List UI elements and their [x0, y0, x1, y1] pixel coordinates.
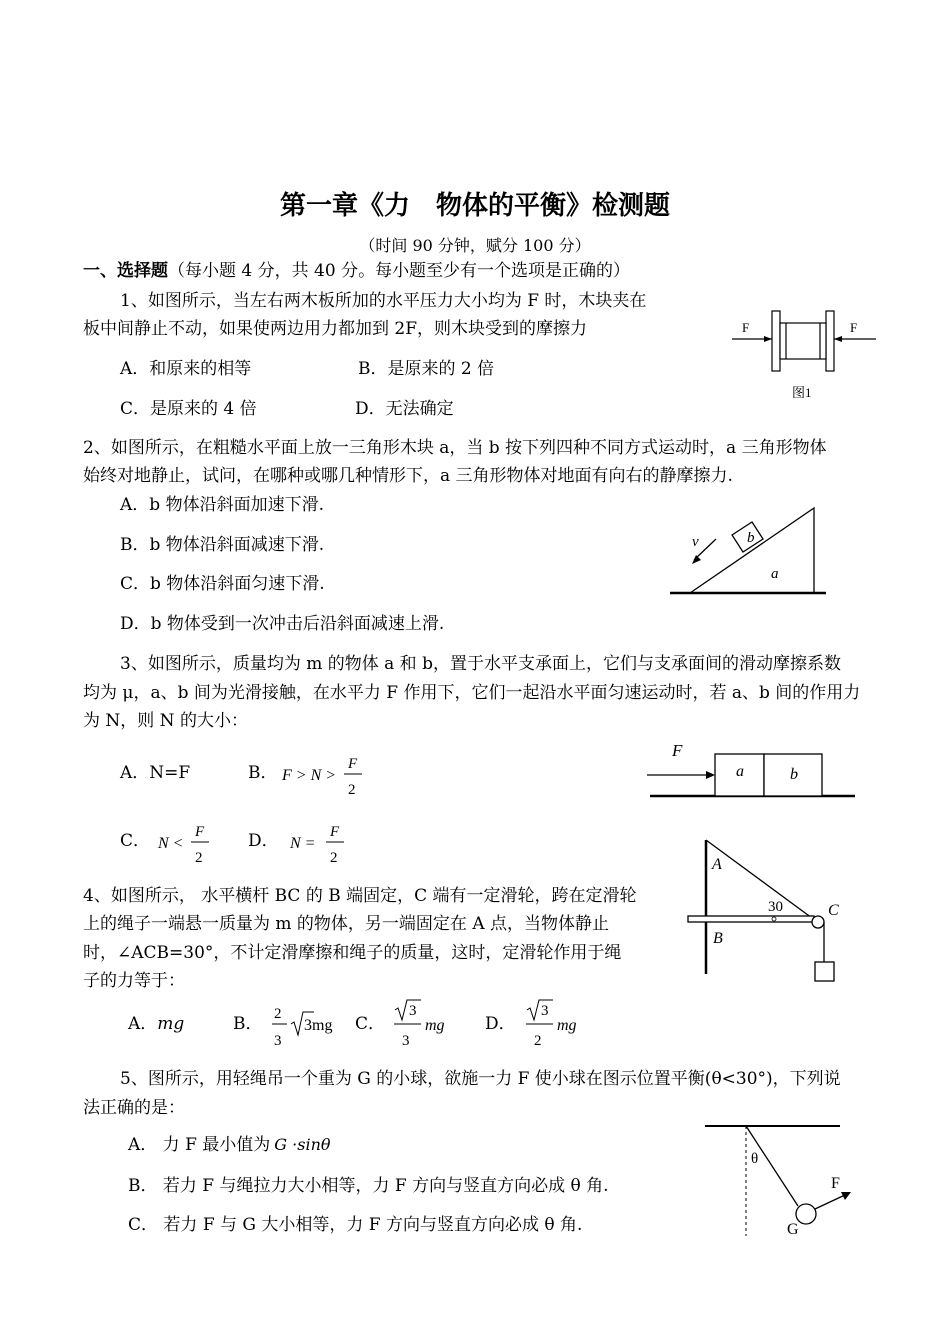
q4-stem-line3: 时，∠ACB=30°，不计定滑摩擦和绳子的质量，这时，定滑轮作用于绳: [83, 943, 622, 963]
q4-fig-angle: 30: [768, 899, 783, 915]
q2-fig-v: v: [692, 534, 699, 550]
weight: [815, 962, 834, 981]
q4-option-d-expr: [525, 998, 595, 1052]
q3-d-expr-text: N =: [290, 835, 316, 852]
q5-stem-line1: 5、图所示，用轻绳吊一个重为 G 的小球，欲施一力 F 使小球在图示位置平衡(θ<30°)，下列说: [120, 1069, 841, 1089]
q4-fig-a: A: [712, 856, 722, 873]
q4-stem-line4: 子的力等于：: [83, 971, 185, 991]
section-heading: [83, 260, 630, 282]
rope-ac: [706, 840, 812, 918]
q4-a-val: mg: [157, 1014, 185, 1034]
q4-b-rest: 3mg: [304, 1017, 333, 1034]
q4-d-num: 3: [541, 1003, 549, 1019]
q4-b-num: 2: [274, 1006, 282, 1022]
rod-bc: [688, 916, 814, 922]
q2-option-c: C．b 物体沿斜面匀速下滑.: [120, 574, 325, 594]
q1-fig-right-f: F: [850, 320, 858, 335]
q3-option-c-label: C．: [120, 831, 151, 851]
q3-option-c-expr: [158, 818, 218, 868]
q3-b-expr-text: F > N >: [282, 767, 337, 784]
q4-d-rest: mg: [557, 1017, 577, 1034]
section-head: 一、选择题: [83, 261, 168, 281]
q4-stem-line2: 上的绳子一端悬一质量为 m 的物体，另一端固定在 A 点，当物体静止: [83, 914, 610, 934]
page-title: 第一章《力 物体的平衡》检测题: [279, 191, 670, 221]
q4-a-label: A．: [128, 1014, 158, 1034]
q3-stem-line3: 为 N，则 N 的大小：: [83, 711, 248, 731]
q3-stem-line1: 3、如图所示，质量均为 m 的物体 a 和 b，置于水平支承面上，它们与支承面间的滑动摩擦系数: [120, 654, 841, 674]
q3-b-den: 2: [348, 782, 356, 798]
q5-figure: [700, 1118, 845, 1238]
q4-option-c-label: C．: [355, 1014, 386, 1034]
q3-figure: [645, 740, 860, 802]
q3-c-den: 2: [195, 850, 203, 866]
q4-option-b-expr: [270, 1000, 350, 1052]
q4-option-c-expr: [393, 998, 463, 1052]
q3-option-b-expr: [282, 750, 372, 800]
q5-option-b: B． 若力 F 与绳拉力大小相等，力 F 方向与竖直方向必成 θ 角.: [128, 1176, 609, 1196]
q1-option-b: B．是原来的 2 倍: [358, 359, 495, 379]
q1-option-c: C．是原来的 4 倍: [120, 399, 257, 419]
q4-d-den: 2: [534, 1033, 542, 1049]
q5-fig-f: F: [831, 1175, 840, 1192]
q2-fig-a: a: [771, 566, 779, 582]
right-board: [826, 311, 834, 371]
q1-fig-caption: 图1: [792, 385, 812, 400]
q4-fig-b: B: [713, 930, 723, 947]
q4-fig-c: C: [828, 902, 839, 919]
q4-option-a: [128, 1013, 184, 1035]
q3-option-a: A．N=F: [120, 763, 191, 783]
q2-figure: [670, 505, 830, 600]
q4-option-d-label: D．: [485, 1014, 516, 1034]
q1-option-a: A．和原来的相等: [120, 359, 252, 379]
q4-b-den: 3: [274, 1033, 282, 1049]
q4-stem-line1: 4、如图所示， 水平横杆 BC 的 B 端固定，C 端有一定滑轮，跨在定滑轮: [83, 886, 637, 906]
q3-option-d-expr: [290, 818, 350, 868]
q1-option-d: D．无法确定: [355, 399, 454, 419]
q2-option-a: A．b 物体沿斜面加速下滑.: [120, 495, 324, 515]
q3-b-num: F: [348, 756, 358, 772]
page-subtitle: （时间 90 分钟，赋分 100 分）: [359, 236, 591, 255]
q3-d-num: F: [330, 824, 340, 840]
q5-stem-line2: 法正确的是：: [83, 1098, 185, 1118]
q5-fig-theta: θ: [751, 1151, 759, 1167]
q4-option-b-label: B．: [233, 1014, 263, 1034]
q5-option-c: C． 若力 F 与 G 大小相等，力 F 方向与竖直方向必成 θ 角.: [128, 1215, 583, 1235]
q2-option-b: B．b 物体沿斜面减速下滑.: [120, 535, 325, 555]
pulley: [812, 916, 824, 928]
q3-c-expr-text: N <: [158, 835, 184, 852]
q3-option-d-label: D．: [248, 831, 279, 851]
q3-stem-line2: 均为 μ，a、b 间为光滑接触，在水平力 F 作用下，它们一起沿水平面匀速运动时，若 a、b 间的作用力: [83, 683, 861, 703]
ball: [796, 1204, 816, 1224]
q3-c-num: F: [195, 824, 205, 840]
section-note: （每小题 4 分，共 40 分。每小题至少有一个选项是正确的）: [168, 261, 631, 281]
q3-fig-b: b: [790, 766, 798, 783]
q4-c-den: 3: [402, 1033, 410, 1049]
q4-c-num: 3: [409, 1003, 417, 1019]
q1-fig-left-f: F: [742, 320, 750, 335]
q4-c-rest: mg: [425, 1017, 445, 1034]
q5-fig-g: G: [787, 1221, 799, 1238]
q3-fig-a: a: [736, 763, 744, 780]
q3-fig-f: F: [672, 741, 683, 760]
q2-stem-line1: 2、如图所示，在粗糙水平面上放一三角形木块 a，当 b 按下列四种不同方式运动时，a 三角形物体: [83, 438, 827, 458]
q3-d-den: 2: [330, 850, 338, 866]
q2-fig-b: b: [747, 530, 755, 546]
q2-option-d: D．b 物体受到一次冲击后沿斜面减速上滑.: [120, 614, 445, 634]
q5-option-a: [128, 1134, 331, 1156]
left-board: [772, 311, 780, 371]
incline-a: [690, 508, 814, 593]
q2-stem-line2: 始终对地静止，试问，在哪种或哪几种情形下，a 三角形物体对地面有向右的静摩擦力.: [83, 466, 733, 486]
q1-stem-line1: 1、如图所示，当左右两木板所加的水平压力大小均为 F 时，木块夹在: [120, 291, 647, 311]
wood-block: [780, 323, 826, 359]
q3-option-b-label: B．: [248, 763, 278, 783]
q5-a-text: A． 力 F 最小值为: [128, 1135, 271, 1155]
q4-figure: [688, 838, 858, 988]
q1-stem-line2: 板中间静止不动，如果使两边用力都加到 2F，则木块受到的摩擦力: [83, 319, 588, 339]
q1-figure: [728, 305, 880, 400]
q5-a-expr: G ·sinθ: [274, 1135, 331, 1154]
